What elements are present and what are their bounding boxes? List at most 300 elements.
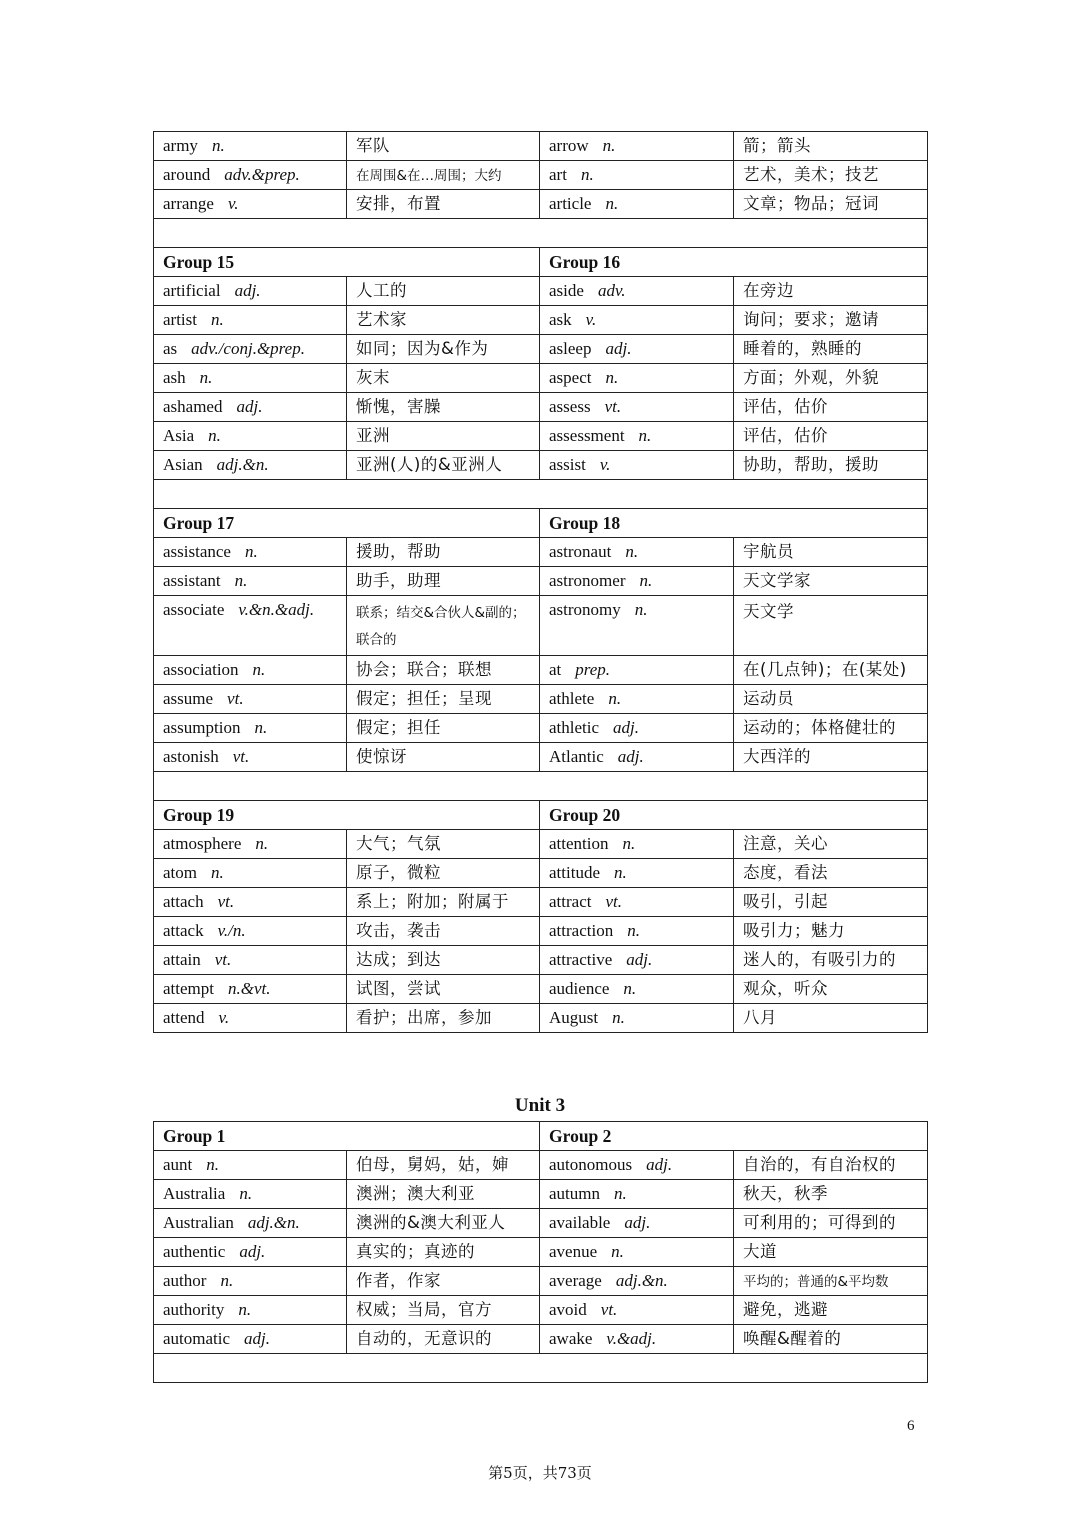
meaning: 宇航员 [743,542,794,561]
part-of-speech: adj. [236,397,263,416]
part-of-speech: adj. [239,1242,266,1261]
word-cell [154,1209,347,1238]
meaning-cell [347,830,540,859]
word: attempt [163,979,214,998]
meaning: 避免，逃避 [743,1300,828,1319]
meaning-cell [734,1296,928,1325]
meaning-cell [734,596,928,656]
meaning-cell [347,335,540,364]
meaning: 原子，微粒 [356,863,441,882]
meaning-cell [734,859,928,888]
word-cell [540,830,734,859]
part-of-speech: n. [234,571,248,590]
meaning: 态度，看法 [743,863,828,882]
word: assume [163,689,214,708]
word-cell [540,190,734,219]
part-of-speech: n. [638,426,652,445]
meaning-cell [734,975,928,1004]
word: attach [163,892,204,911]
word-cell [540,1267,734,1296]
meaning: 伯母，舅妈，姑，婶 [356,1155,509,1174]
meaning: 亚洲 [356,426,390,445]
meaning: 注意，关心 [743,834,828,853]
meaning-cell [347,743,540,772]
meaning: 平均的；普通的&平均数 [743,1273,889,1290]
part-of-speech: n. [252,660,266,679]
meaning-cell [734,190,928,219]
meaning-cell [734,132,928,161]
spacer-cell [154,480,928,509]
part-of-speech: vt. [214,950,232,969]
part-of-speech: adj.&n. [216,455,269,474]
table-row [154,917,928,946]
word: athletic [549,718,600,737]
word: aside [549,281,584,300]
meaning-cell [734,685,928,714]
meaning: 迷人的，有吸引力的 [743,950,896,969]
group-header: Group 16 [540,248,928,277]
meaning-cell [347,859,540,888]
word-cell [540,335,734,364]
word-cell [154,277,347,306]
word-cell [540,685,734,714]
word-cell [540,306,734,335]
part-of-speech: adj. [617,747,644,766]
word-cell [154,393,347,422]
part-of-speech: adj.&n. [247,1213,300,1232]
meaning-cell [347,393,540,422]
part-of-speech: adj.&n. [615,1271,668,1290]
meaning: 在(几点钟)；在(某处) [743,660,907,679]
part-of-speech: n. [199,368,213,387]
word: astonish [163,747,219,766]
part-of-speech: n. [622,834,636,853]
meaning-cell [734,1267,928,1296]
word: autumn [549,1184,600,1203]
meaning: 自治的，有自治权的 [743,1155,896,1174]
meaning-cell [347,714,540,743]
word-cell [154,596,347,656]
part-of-speech: n. [580,165,594,184]
word-cell [540,917,734,946]
word-cell [540,567,734,596]
word-cell [154,714,347,743]
meaning: 真实的；真迹的 [356,1242,475,1261]
meaning: 在旁边 [743,281,794,300]
word-cell [540,946,734,975]
part-of-speech: vt. [604,397,622,416]
word: attitude [549,863,600,882]
meaning-cell [734,888,928,917]
word-cell [154,743,347,772]
group-header-row [154,248,928,277]
part-of-speech: adj. [234,281,261,300]
word: athlete [549,689,595,708]
meaning-cell [347,451,540,480]
word: average [549,1271,602,1290]
group-header: Group 18 [540,509,928,538]
word-cell [154,946,347,975]
meaning-cell [734,306,928,335]
meaning: 大西洋的 [743,747,811,766]
word: Asian [163,455,203,474]
part-of-speech: v. [599,455,611,474]
meaning: 灰末 [356,368,390,387]
table-row [154,1325,928,1354]
part-of-speech: n. [220,1271,234,1290]
meaning: 自动的，无意识的 [356,1329,492,1348]
word: associate [163,600,225,619]
meaning: 在周围&在…周围；大约 [356,167,502,184]
meaning: 唤醒&醒着的 [743,1329,842,1348]
meaning: 询问；要求；邀请 [743,310,879,329]
word: artist [163,310,197,329]
word: as [163,339,178,358]
meaning: 协会；联合；联想 [356,660,492,679]
table-row [154,1296,928,1325]
word: awake [549,1329,593,1348]
word-cell [540,888,734,917]
part-of-speech: vt. [227,689,244,708]
meaning-cell [734,714,928,743]
word: association [163,660,239,679]
part-of-speech: n. [612,1008,625,1027]
meaning-cell [734,1209,928,1238]
spacer-cell [154,1354,928,1383]
meaning-cell [347,1325,540,1354]
word-cell [540,1004,734,1033]
meaning-cell [734,830,928,859]
meaning: 澳洲；澳大利亚 [356,1184,475,1203]
spacer-row [154,1354,928,1383]
meaning-cell [734,393,928,422]
word-cell [540,1325,734,1354]
group-header: Group 20 [540,801,928,830]
meaning: 作者，作家 [356,1271,441,1290]
meaning: 如同；因为&作为 [356,339,489,358]
word: aunt [163,1155,193,1174]
table-row [154,451,928,480]
part-of-speech: adj. [646,1155,673,1174]
word-cell [540,656,734,685]
meaning-cell [734,335,928,364]
word: autonomous [549,1155,633,1174]
word-cell [154,1267,347,1296]
table-row [154,1180,928,1209]
meaning-cell [734,364,928,393]
meaning: 箭；箭头 [743,136,811,155]
table-row [154,277,928,306]
meaning-cell [347,422,540,451]
part-of-speech: adj. [626,950,653,969]
word: artificial [163,281,221,300]
meaning: 八月 [743,1008,777,1027]
meaning: 秋天，秋季 [743,1184,828,1203]
spacer-cell [154,219,928,248]
table-row [154,1004,928,1033]
group-header-row [154,1122,928,1151]
word-cell [154,161,347,190]
table-row [154,335,928,364]
meaning-cell [347,656,540,685]
meaning-cell [734,1004,928,1033]
word: authority [163,1300,225,1319]
meaning-cell [734,567,928,596]
word-cell [154,859,347,888]
meaning-cell [347,190,540,219]
word-cell [154,1151,347,1180]
meaning-cell [347,1238,540,1267]
meaning-cell [347,596,540,656]
word-cell [154,917,347,946]
meaning: 睡着的，熟睡的 [743,339,862,358]
word-cell [540,393,734,422]
part-of-speech: vt. [217,892,235,911]
group-header: Group 19 [154,801,540,830]
word-cell [154,1004,347,1033]
meaning-cell [347,975,540,1004]
word: August [549,1008,599,1027]
word: arrange [163,194,214,213]
word-cell [540,277,734,306]
part-of-speech: prep. [575,660,611,679]
word-cell [154,306,347,335]
meaning-cell [734,161,928,190]
word: attraction [549,921,614,940]
word: asleep [549,339,592,358]
meaning-cell [347,1209,540,1238]
table-row [154,1238,928,1267]
word-cell [540,132,734,161]
word: ash [163,368,186,387]
meaning: 攻击，袭击 [356,921,441,940]
part-of-speech: n. [602,136,616,155]
table-row [154,859,928,888]
word: Australian [163,1213,234,1232]
part-of-speech: n. [614,1184,627,1203]
part-of-speech: n. [255,834,269,853]
word: army [163,136,198,155]
meaning-cell [347,1004,540,1033]
word-cell [540,1209,734,1238]
meaning-cell [347,888,540,917]
meaning: 协助，帮助，援助 [743,455,879,474]
meaning-cell [734,946,928,975]
part-of-speech: n. [206,1155,220,1174]
group-header: Group 15 [154,248,540,277]
meaning: 系上；附加；附属于 [356,892,509,911]
part-of-speech: n. [605,368,619,387]
meaning: 联系；结交&合伙人&副的；联合的 [356,605,526,648]
vocabulary-table-top [153,131,928,1033]
word: Australia [163,1184,226,1203]
meaning-cell [734,1151,928,1180]
table-row [154,1151,928,1180]
part-of-speech: adj. [605,339,632,358]
meaning: 大道 [743,1242,777,1261]
table-row [154,1209,928,1238]
meaning-cell [734,917,928,946]
meaning-cell [347,132,540,161]
word: aspect [549,368,592,387]
word: astronaut [549,542,612,561]
meaning: 人工的 [356,281,407,300]
table-row [154,422,928,451]
part-of-speech: n. [211,863,224,882]
word-cell [540,422,734,451]
vocabulary-table-bottom [153,1121,928,1383]
word: authentic [163,1242,226,1261]
part-of-speech: n. [238,1300,252,1319]
word-cell [540,1296,734,1325]
meaning-cell [347,161,540,190]
word: astronomy [549,600,621,619]
word: art [549,165,567,184]
table-row [154,1267,928,1296]
word-cell [154,1238,347,1267]
meaning-cell [347,364,540,393]
word: attract [549,892,592,911]
word-cell [540,859,734,888]
table-row [154,946,928,975]
word: astronomer [549,571,626,590]
table-row [154,190,928,219]
word: ask [549,310,572,329]
word-cell [540,364,734,393]
word: assist [549,455,586,474]
meaning: 评估，估价 [743,397,828,416]
spacer-row [154,772,928,801]
meaning: 假定；担任；呈现 [356,689,492,708]
word-cell [540,538,734,567]
group-header: Group 17 [154,509,540,538]
part-of-speech: adv./conj.&prep. [191,339,305,358]
meaning: 惭愧，害臊 [356,397,441,416]
part-of-speech: v. [585,310,597,329]
table-row [154,161,928,190]
word-cell [154,830,347,859]
word: avenue [549,1242,598,1261]
group-header: Group 2 [540,1122,928,1151]
meaning-cell [734,743,928,772]
page-footer: 第5页，共73页 [488,1464,592,1482]
word: assistance [163,542,231,561]
word-cell [154,685,347,714]
meaning: 亚洲(人)的&亚洲人 [356,455,503,474]
meaning-cell [347,306,540,335]
part-of-speech: n.&vt. [227,979,271,998]
meaning-cell [347,917,540,946]
part-of-speech: v.&n.&adj. [238,600,315,619]
meaning: 使惊讶 [356,747,407,766]
meaning-cell [347,685,540,714]
word: attain [163,950,201,969]
word: attention [549,834,609,853]
meaning: 权威；当局，官方 [356,1300,492,1319]
meaning: 可利用的；可得到的 [743,1213,896,1232]
meaning: 试图，尝试 [356,979,441,998]
meaning: 吸引力；魅力 [743,921,845,940]
word: avoid [549,1300,587,1319]
meaning: 看护；出席，参加 [356,1008,492,1027]
meaning: 运动的；体格健壮的 [743,718,896,737]
part-of-speech: n. [244,542,258,561]
meaning: 文章；物品；冠词 [743,194,879,213]
part-of-speech: n. [639,571,653,590]
word: atom [163,863,197,882]
part-of-speech: n. [211,136,225,155]
word-cell [154,335,347,364]
meaning-cell [347,538,540,567]
word: assessment [549,426,625,445]
meaning: 援助，帮助 [356,542,441,561]
meaning-cell [734,1238,928,1267]
word: automatic [163,1329,231,1348]
word-cell [540,1238,734,1267]
table-row [154,888,928,917]
word-cell [154,538,347,567]
word-cell [540,161,734,190]
word: Asia [163,426,195,445]
word: available [549,1213,611,1232]
word-cell [154,132,347,161]
meaning: 假定；担任 [356,718,441,737]
word: atmosphere [163,834,242,853]
meaning-cell [347,1180,540,1209]
table-row [154,596,928,656]
meaning: 艺术家 [356,310,407,329]
part-of-speech: n. [605,194,619,213]
word: assess [549,397,591,416]
word-cell [154,1180,347,1209]
table-row [154,685,928,714]
table-row [154,538,928,567]
word: assistant [163,571,221,590]
meaning-cell [734,422,928,451]
part-of-speech: vt. [605,892,622,911]
table-row [154,743,928,772]
word-cell [154,567,347,596]
spacer-row [154,480,928,509]
meaning: 评估，估价 [743,426,828,445]
group-header: Group 1 [154,1122,540,1151]
group-header-row [154,509,928,538]
table-row [154,364,928,393]
meaning-cell [347,1296,540,1325]
part-of-speech: v. [218,1008,230,1027]
meaning: 达成；到达 [356,950,441,969]
meaning: 助手，助理 [356,571,441,590]
part-of-speech: adj. [624,1213,651,1232]
meaning-cell [347,277,540,306]
word-cell [540,743,734,772]
word: ashamed [163,397,223,416]
table-row [154,567,928,596]
word: Atlantic [549,747,604,766]
page-number: 6 [907,1418,915,1434]
part-of-speech: n. [623,979,637,998]
word-cell [154,975,347,1004]
part-of-speech: n. [625,542,639,561]
meaning: 方面；外观，外貌 [743,368,879,387]
word-cell [154,1325,347,1354]
word-cell [540,1180,734,1209]
table-row [154,656,928,685]
part-of-speech: adj. [244,1329,271,1348]
meaning: 安排，布置 [356,194,441,213]
spacer-row [154,219,928,248]
word: attend [163,1008,205,1027]
